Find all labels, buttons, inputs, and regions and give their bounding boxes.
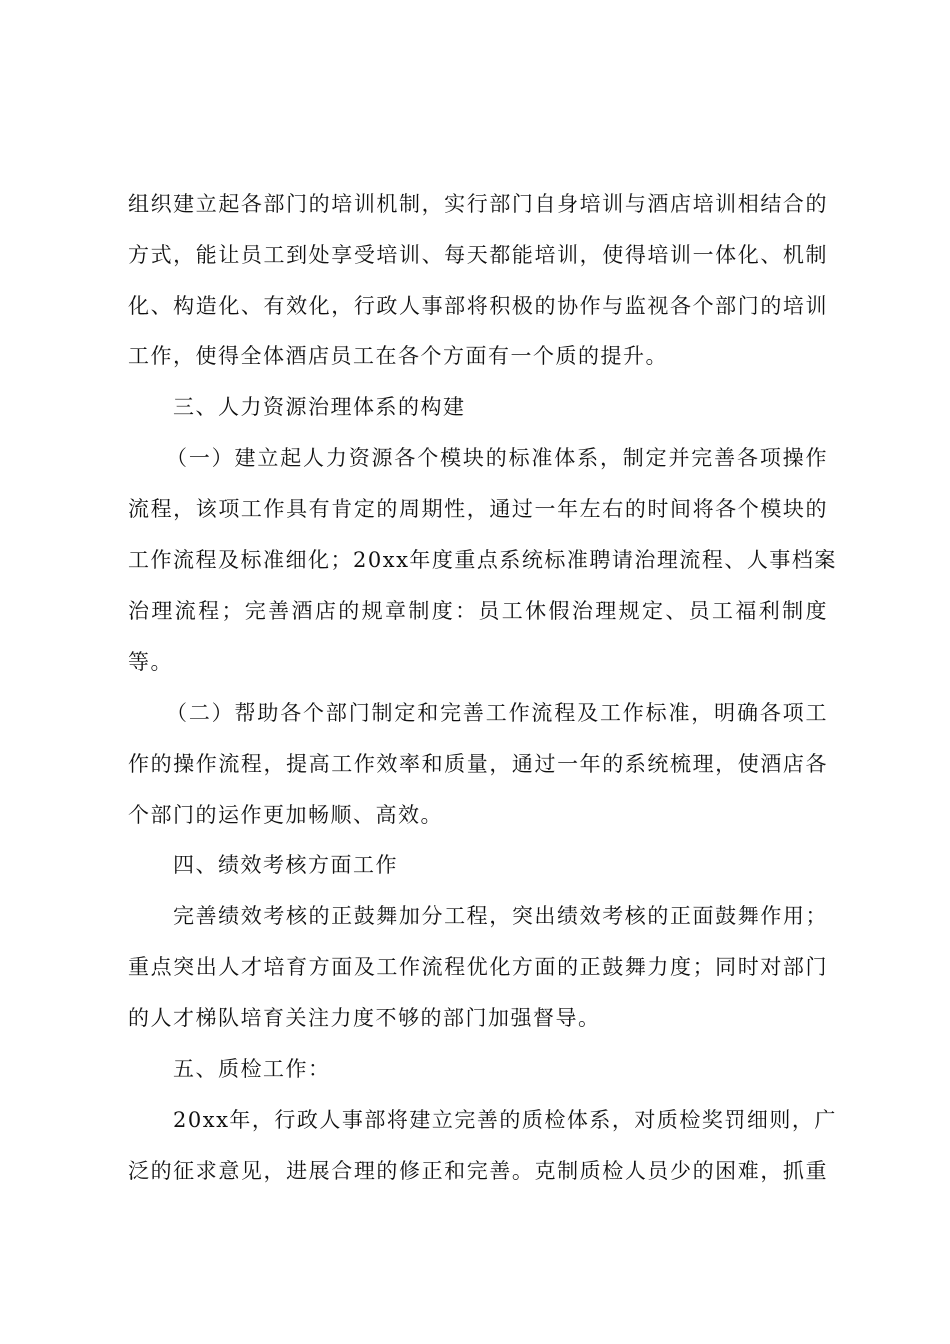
paragraph-line: 治理流程；完善酒店的规章制度：员工休假治理规定、员工福利制度: [128, 599, 828, 623]
paragraph-line: （一）建立起人力资源各个模块的标准体系，制定并完善各项操作: [166, 446, 828, 470]
paragraph-line: 方式，能让员工到处享受培训、每天都能培训，使得培训一体化、机制: [128, 243, 828, 267]
paragraph-line: 工作流程及标准细化；20xx年度重点系统标准聘请治理流程、人事档案: [128, 548, 837, 572]
paragraph-line: 20xx年，行政人事部将建立完善的质检体系，对质检奖罚细则，广: [173, 1108, 837, 1132]
section-heading: 五、质检工作：: [173, 1057, 331, 1081]
paragraph-line: （二）帮助各个部门制定和完善工作流程及工作标准，明确各项工: [166, 701, 828, 725]
paragraph-line: 重点突出人才培育方面及工作流程优化方面的正鼓舞力度；同时对部门: [128, 955, 828, 979]
paragraph-line: 等。: [128, 650, 173, 674]
section-heading: 四、绩效考核方面工作: [173, 853, 398, 877]
paragraph-line: 完善绩效考核的正鼓舞加分工程，突出绩效考核的正面鼓舞作用；: [173, 904, 828, 928]
paragraph-line: 的人才梯队培育关注力度不够的部门加强督导。: [128, 1006, 601, 1030]
paragraph-line: 泛的征求意见，进展合理的修正和完善。克制质检人员少的困难，抓重: [128, 1159, 828, 1183]
section-heading: 三、人力资源治理体系的构建: [173, 395, 466, 419]
paragraph-line: 工作，使得全体酒店员工在各个方面有一个质的提升。: [128, 344, 668, 368]
paragraph-line: 化、构造化、有效化，行政人事部将积极的协作与监视各个部门的培训: [128, 294, 828, 318]
paragraph-line: 组织建立起各部门的培训机制，实行部门自身培训与酒店培训相结合的: [128, 192, 828, 216]
paragraph-line: 作的操作流程，提高工作效率和质量，通过一年的系统梳理，使酒店各: [128, 752, 828, 776]
paragraph-line: 个部门的运作更加畅顺、高效。: [128, 803, 443, 827]
paragraph-line: 流程，该项工作具有肯定的周期性，通过一年左右的时间将各个模块的: [128, 497, 828, 521]
